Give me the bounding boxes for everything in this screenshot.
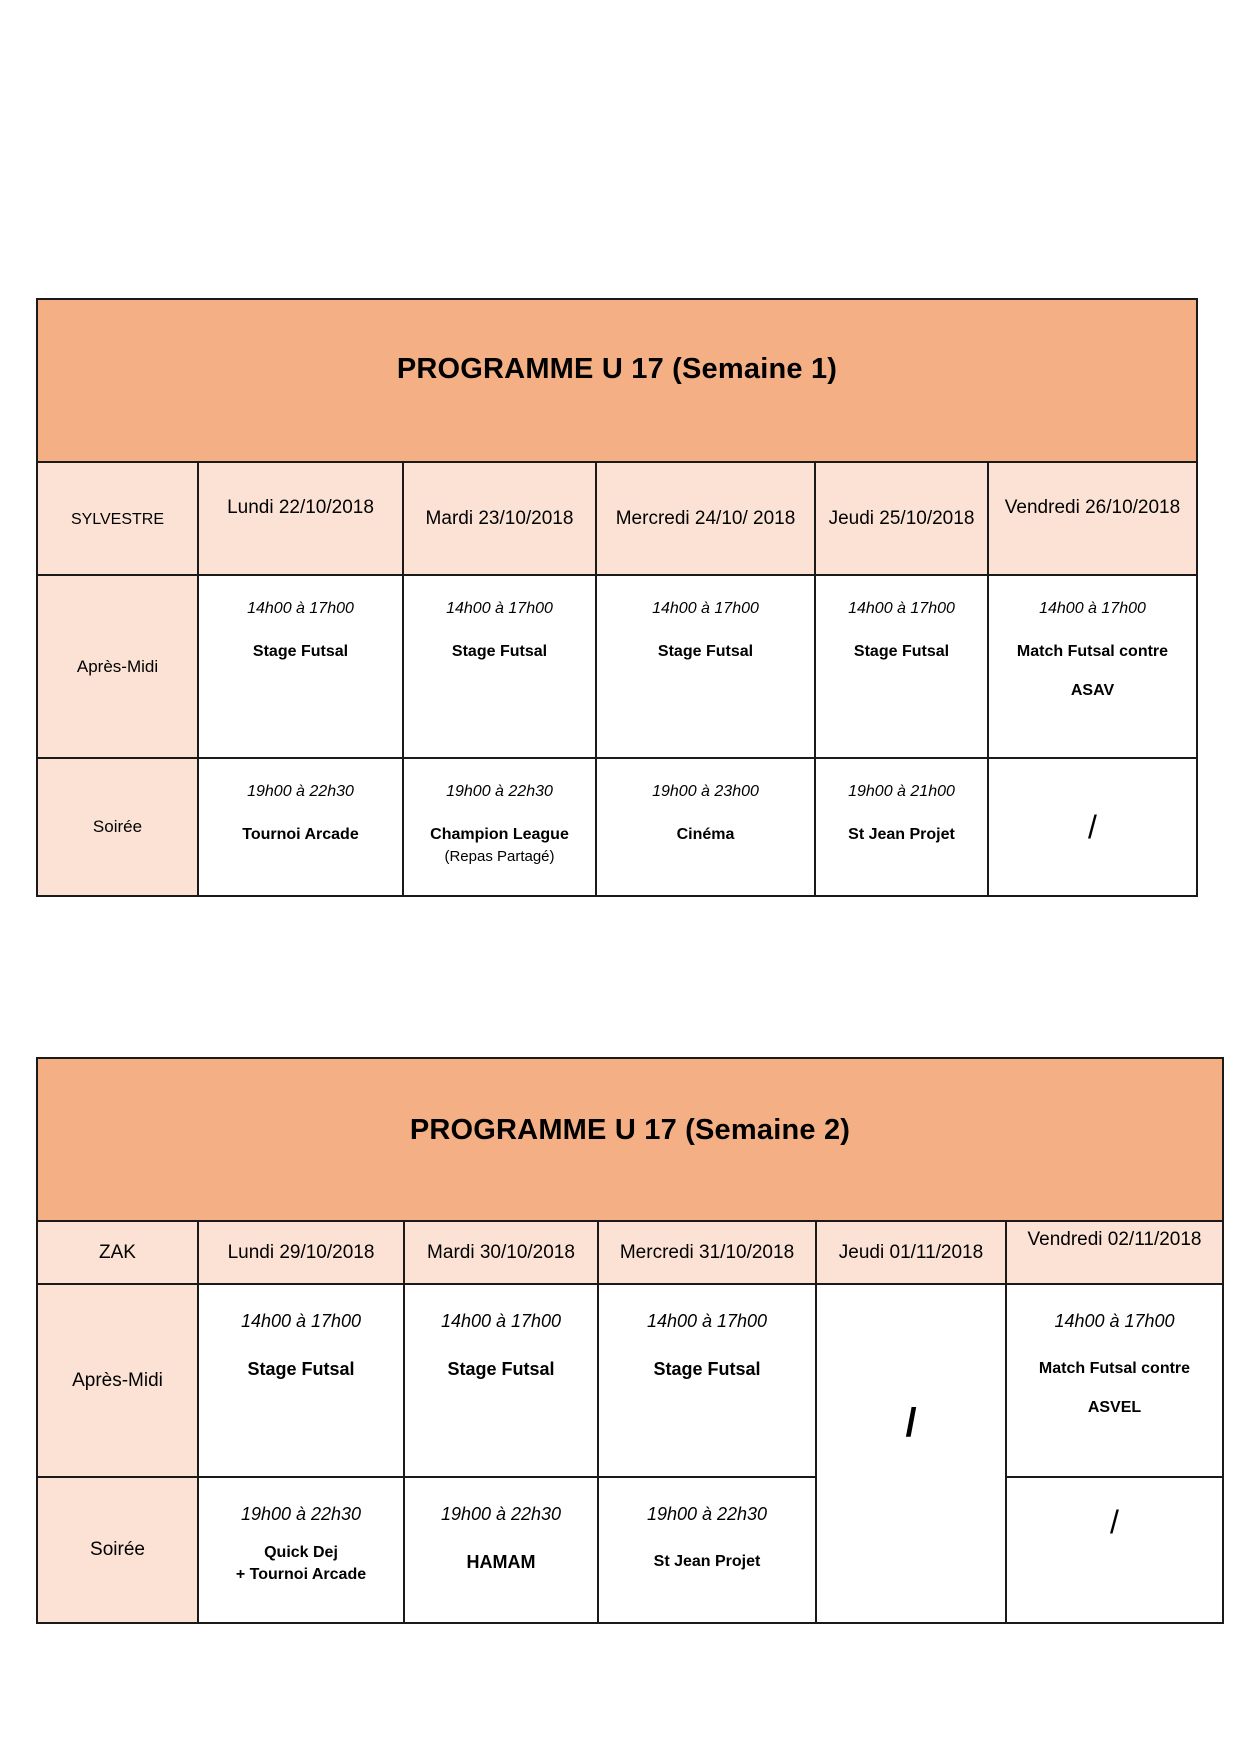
- slot-activity: Champion League: [430, 826, 569, 843]
- week1-title-cell: [37, 299, 1197, 462]
- week2-leader: ZAK: [37, 1221, 198, 1284]
- slot-time: 19h00 à 22h30: [440, 1504, 562, 1524]
- week2-evening-cell: [404, 1477, 598, 1623]
- week1-title: PROGRAMME U 17 (Semaine 1): [396, 353, 838, 385]
- none-mark: /: [1088, 808, 1097, 845]
- week2-afternoon-cell: [198, 1284, 404, 1477]
- week2-day-4: Jeudi 01/11/2018: [816, 1221, 1006, 1284]
- slot-note: (Repas Partagé): [444, 848, 555, 865]
- week2-jeudi-merged-cell: [816, 1284, 1006, 1623]
- week2-afternoon-label: Après-Midi: [37, 1284, 198, 1477]
- slot-activity-opponent: ASAV: [1070, 682, 1115, 699]
- week2-title: PROGRAMME U 17 (Semaine 2): [409, 1114, 851, 1146]
- slot-activity: Stage Futsal: [653, 1359, 761, 1379]
- week1-afternoon-cell: [815, 575, 988, 758]
- week1-evening-cell: [198, 758, 403, 896]
- slot-activity: Match Futsal contre: [1038, 1360, 1191, 1377]
- week1-afternoon-cell: [988, 575, 1197, 758]
- slot-activity: Quick Dej: [264, 1544, 338, 1561]
- slot-activity: Stage Futsal: [657, 643, 754, 660]
- slot-activity-opponent: ASVEL: [1087, 1399, 1142, 1416]
- week2-evening-cell-empty: [1006, 1477, 1223, 1623]
- slot-time: 14h00 à 17h00: [1054, 1311, 1175, 1331]
- slot-activity-line2: + Tournoi Arcade: [235, 1566, 367, 1583]
- slot-time: 14h00 à 17h00: [646, 1311, 768, 1331]
- week2-schedule-table: [36, 1057, 1224, 1624]
- slot-time: 19h00 à 22h30: [240, 1504, 362, 1524]
- week2-afternoon-cell: [598, 1284, 816, 1477]
- slot-activity: Match Futsal contre: [1016, 643, 1169, 660]
- week2-evening-cell: [198, 1477, 404, 1623]
- slot-time: 14h00 à 17h00: [652, 600, 759, 617]
- slot-time: 14h00 à 17h00: [1039, 600, 1146, 617]
- slot-activity: Stage Futsal: [252, 643, 349, 660]
- week2-afternoon-cell: [1006, 1284, 1223, 1477]
- week2-day-2: Mardi 30/10/2018: [404, 1221, 598, 1284]
- week1-afternoon-cell: [198, 575, 403, 758]
- slot-time: 19h00 à 23h00: [652, 783, 759, 800]
- slot-time: 14h00 à 17h00: [440, 1311, 562, 1331]
- week1-day-3: Mercredi 24/10/ 2018: [596, 462, 815, 575]
- week1-day-4: Jeudi 25/10/2018: [815, 462, 988, 575]
- week2-day-3: Mercredi 31/10/2018: [598, 1221, 816, 1284]
- week2-day-1: Lundi 29/10/2018: [198, 1221, 404, 1284]
- slot-activity: Stage Futsal: [853, 643, 950, 660]
- week1-afternoon-cell: [596, 575, 815, 758]
- slot-time: 14h00 à 17h00: [240, 1311, 362, 1331]
- week1-evening-label: Soirée: [37, 758, 198, 896]
- slot-activity: Stage Futsal: [447, 1359, 555, 1379]
- slot-time: 19h00 à 22h30: [646, 1504, 768, 1524]
- slot-time: 19h00 à 22h30: [247, 783, 354, 800]
- week2-day-5: Vendredi 02/11/2018: [1006, 1221, 1223, 1284]
- week1-evening-cell-empty: [988, 758, 1197, 896]
- none-mark: /: [905, 1401, 917, 1445]
- week1-day-2: Mardi 23/10/2018: [403, 462, 596, 575]
- week1-evening-cell: [815, 758, 988, 896]
- slot-time: 14h00 à 17h00: [247, 600, 354, 617]
- week1-day-1: Lundi 22/10/2018: [198, 462, 403, 575]
- week2-afternoon-cell: [404, 1284, 598, 1477]
- slot-activity: St Jean Projet: [653, 1553, 761, 1570]
- slot-activity: HAMAM: [466, 1552, 536, 1572]
- week1-day-5: Vendredi 26/10/2018: [988, 462, 1197, 575]
- slot-activity: St Jean Projet: [848, 826, 955, 843]
- slot-activity: Stage Futsal: [451, 643, 548, 660]
- week2-title-cell: [37, 1058, 1223, 1221]
- week2-evening-cell: [598, 1477, 816, 1623]
- week2-evening-label: Soirée: [37, 1477, 198, 1623]
- week1-afternoon-cell: [403, 575, 596, 758]
- slot-activity: Tournoi Arcade: [242, 826, 359, 843]
- slot-activity: Cinéma: [676, 826, 735, 843]
- slot-time: 14h00 à 17h00: [446, 600, 553, 617]
- week1-evening-cell: [403, 758, 596, 896]
- week1-evening-cell: [596, 758, 815, 896]
- week1-schedule-table: [36, 298, 1198, 897]
- week1-leader: SYLVESTRE: [37, 462, 198, 575]
- none-mark: /: [1110, 1504, 1119, 1540]
- week1-afternoon-label: Après-Midi: [37, 575, 198, 758]
- slot-activity: Stage Futsal: [247, 1359, 355, 1379]
- slot-time: 19h00 à 22h30: [446, 783, 553, 800]
- slot-time: 19h00 à 21h00: [848, 783, 955, 800]
- slot-time: 14h00 à 17h00: [848, 600, 955, 617]
